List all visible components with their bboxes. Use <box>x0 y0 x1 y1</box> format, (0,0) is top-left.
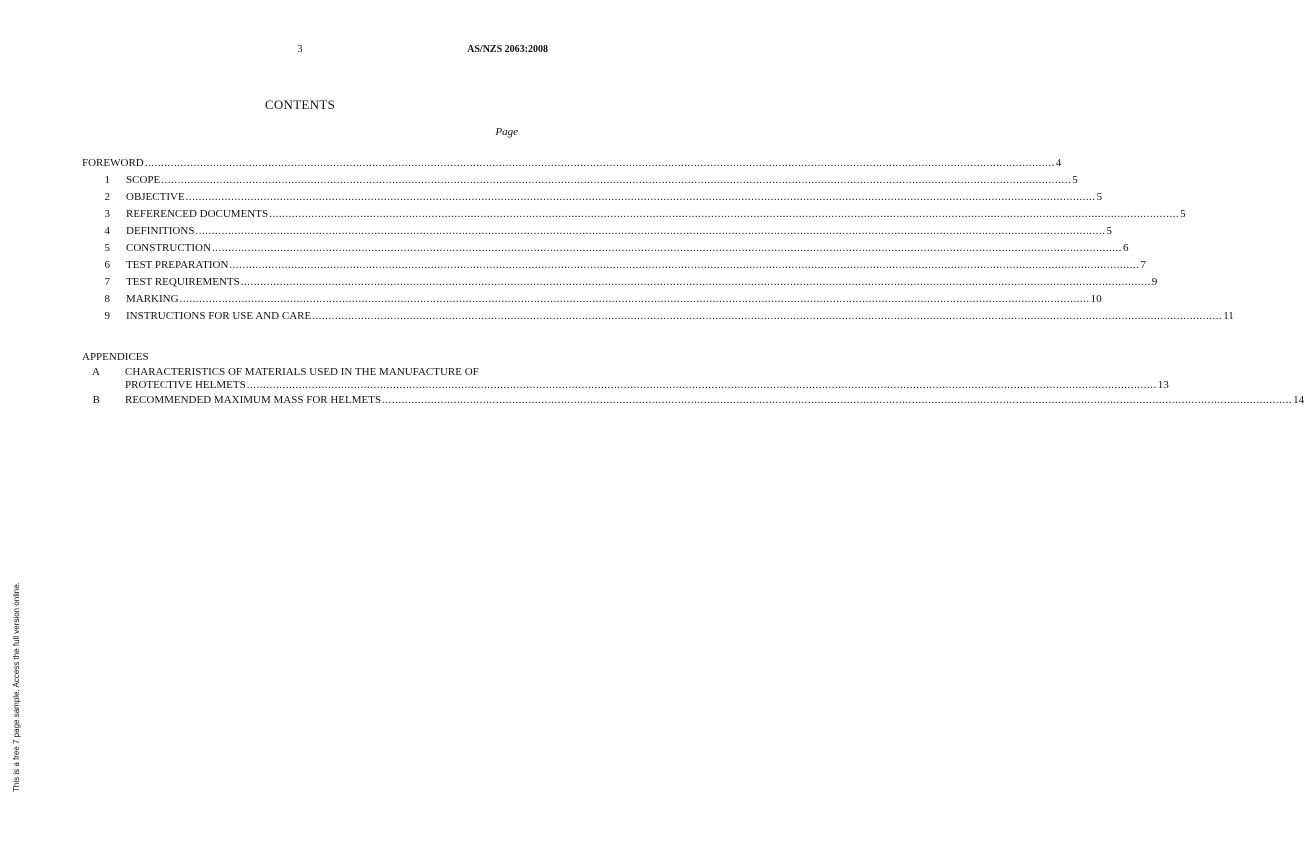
toc-leader-dots <box>382 394 1292 407</box>
toc-section-9[interactable] <box>82 308 1234 325</box>
appendix-b[interactable] <box>82 394 1304 407</box>
toc-title: INSTRUCTIONS FOR USE AND CARE <box>126 310 312 322</box>
appendices-section <box>82 349 1304 409</box>
toc-leader-dots <box>241 274 1151 291</box>
toc-page: 6 <box>1122 242 1129 254</box>
contents-title: CONTENTS <box>264 97 336 112</box>
appendix-letter: B <box>92 394 100 406</box>
toc-page: 10 <box>1090 293 1102 305</box>
toc-page: 5 <box>1180 208 1186 220</box>
toc-title: SCOPE <box>126 174 161 186</box>
toc-section-8[interactable] <box>82 291 1102 308</box>
toc-page: 5 <box>1106 225 1112 237</box>
toc-leader-dots <box>212 240 1122 257</box>
toc-section-2[interactable] <box>82 189 1103 206</box>
appendix-page: 14 <box>1293 394 1304 406</box>
toc-page: 9 <box>1151 276 1158 288</box>
toc-number: 8 <box>104 293 110 305</box>
toc-title: MARKING <box>126 293 179 305</box>
toc-foreword[interactable] <box>82 155 1062 172</box>
toc-section-5[interactable] <box>82 240 1129 257</box>
toc-title: DEFINITIONS <box>126 225 195 237</box>
toc-section-3[interactable] <box>82 206 1186 223</box>
table-of-contents <box>82 155 1234 325</box>
toc-leader-dots <box>180 291 1090 308</box>
toc-section-7[interactable] <box>82 274 1158 291</box>
toc-leader-dots <box>161 172 1071 189</box>
toc-title: CONSTRUCTION <box>126 242 211 254</box>
toc-page: 5 <box>1072 174 1078 186</box>
toc-number: 6 <box>104 259 110 271</box>
toc-leader-dots <box>312 308 1222 325</box>
toc-title: REFERENCED DOCUMENTS <box>126 208 269 220</box>
toc-number: 9 <box>104 310 110 322</box>
toc-leader-dots <box>247 379 1157 392</box>
toc-leader-dots <box>186 189 1096 206</box>
toc-number: 5 <box>104 242 110 254</box>
toc-leader-dots <box>195 223 1105 240</box>
toc-number: 3 <box>104 208 110 220</box>
toc-leader-dots <box>145 155 1055 172</box>
toc-title: TEST PREPARATION <box>126 259 229 271</box>
standard-id: AS/NZS 2063:2008 <box>467 44 548 55</box>
toc-page: 11 <box>1223 310 1234 322</box>
toc-number: 1 <box>104 174 110 186</box>
toc-number: 7 <box>104 276 110 288</box>
appendix-letter: A <box>92 366 100 378</box>
appendix-title-line2: PROTECTIVE HELMETS <box>125 379 246 391</box>
page-column-label: Page <box>495 126 518 138</box>
toc-page: 5 <box>1096 191 1103 203</box>
toc-section-6[interactable] <box>82 257 1146 274</box>
toc-section-1[interactable] <box>82 172 1078 189</box>
toc-page: 4 <box>1055 157 1062 169</box>
appendices-heading: APPENDICES <box>82 351 149 363</box>
toc-title: FOREWORD <box>82 157 144 169</box>
appendix-page: 13 <box>1157 379 1169 391</box>
toc-section-4[interactable] <box>82 223 1112 240</box>
toc-title: TEST REQUIREMENTS <box>126 276 240 288</box>
toc-leader-dots <box>269 206 1179 223</box>
toc-title: OBJECTIVE <box>126 191 185 203</box>
appendix-title-line1: CHARACTERISTICS OF MATERIALS USED IN THE MANUFACTURE OF <box>125 366 479 378</box>
appendix-a[interactable] <box>82 366 1169 392</box>
toc-page: 7 <box>1140 259 1146 271</box>
toc-leader-dots <box>229 257 1139 274</box>
toc-number: 4 <box>104 225 110 237</box>
page-number: 3 <box>297 44 303 55</box>
appendix-title-line1: RECOMMENDED MAXIMUM MASS FOR HELMETS <box>125 394 382 406</box>
toc-number: 2 <box>104 191 110 203</box>
sample-notice: This is a free 7 page sample. Access the full version online. <box>12 582 21 792</box>
